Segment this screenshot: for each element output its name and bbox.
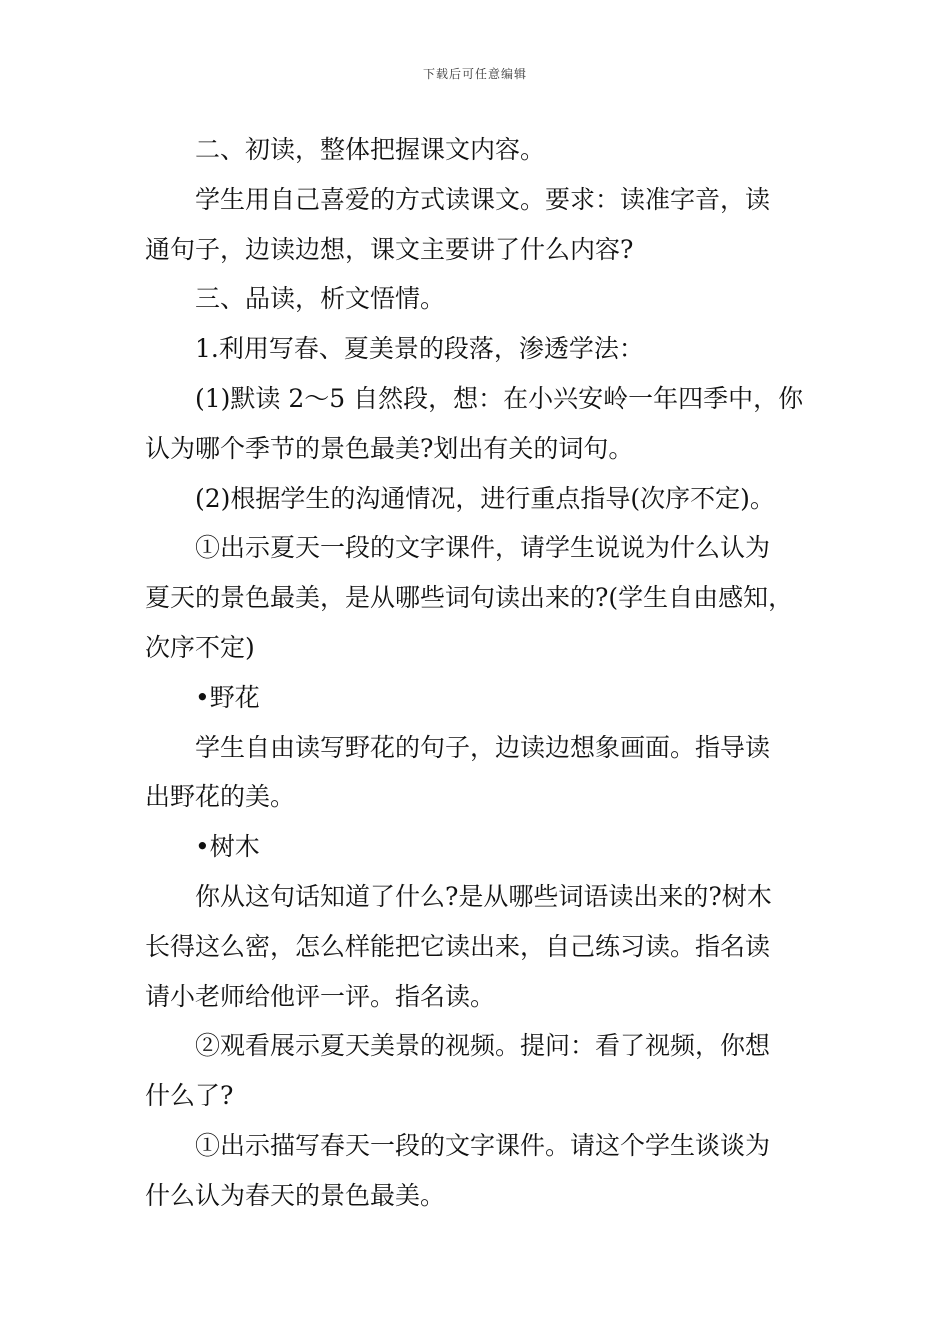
paragraph: [145, 324, 810, 374]
paragraph: [145, 872, 810, 1021]
paragraph-line: (2)根据学生的沟通情况，进行重点指导(次序不定)。: [195, 483, 775, 513]
paragraph-line: 你从这句话知道了什么?是从哪些词语读出来的?树木: [195, 881, 772, 911]
paragraph-line: 学生自由读写野花的句子，边读边想象画面。指导读: [195, 732, 771, 762]
paragraph: [145, 822, 810, 872]
paragraph-line: 二、初读，整体把握课文内容。: [195, 135, 546, 164]
paragraph-line: 长得这么密，怎么样能把它读出来，自己练习读。指名读: [145, 931, 771, 961]
paragraph-line: 次序不定): [145, 632, 255, 662]
paragraph-line: 通句子，边读边想，课文主要讲了什么内容?: [145, 234, 634, 264]
paragraph: [145, 1121, 810, 1221]
document-body: [145, 125, 810, 1221]
paragraph: [145, 374, 810, 474]
paragraph: [145, 523, 810, 672]
paragraph: [145, 125, 810, 175]
paragraph: [145, 1021, 810, 1121]
paragraph-line: ②观看展示夏天美景的视频。提问：看了视频，你想: [195, 1031, 771, 1061]
paragraph-line: 出野花的美。: [145, 782, 296, 812]
paragraph: [145, 274, 810, 324]
paragraph-line: 认为哪个季节的景色最美?划出有关的词句。: [145, 433, 634, 463]
paragraph-line: •野花: [195, 682, 260, 712]
paragraph-line: 什么了?: [145, 1081, 234, 1111]
paragraph-line: •树木: [195, 832, 260, 862]
paragraph: [145, 474, 810, 524]
paragraph-line: 三、品读，析文悟情。: [195, 284, 446, 314]
paragraph-line: ①出示夏天一段的文字课件，请学生说说为什么认为: [195, 533, 771, 563]
paragraph: [145, 673, 810, 723]
paragraph: [145, 723, 810, 823]
paragraph: [145, 175, 810, 275]
paragraph-line: 1.利用写春、夏美景的段落，渗透学法：: [195, 334, 644, 364]
paragraph-line: 夏天的景色最美，是从哪些词句读出来的?(学生自由感知，: [145, 583, 794, 613]
paragraph-line: 什么认为春天的景色最美。: [145, 1180, 446, 1210]
paragraph-line: (1)默读 2～5 自然段，想：在小兴安岭一年四季中，你: [195, 383, 804, 413]
paragraph-line: 请小老师给他评一评。指名读。: [145, 981, 496, 1011]
paragraph-line: 学生用自己喜爱的方式读课文。要求：读准字音，读: [195, 184, 771, 214]
paragraph-line: ①出示描写春天一段的文字课件。请这个学生谈谈为: [195, 1130, 771, 1160]
page-header: 下载后可任意编辑: [422, 67, 527, 81]
